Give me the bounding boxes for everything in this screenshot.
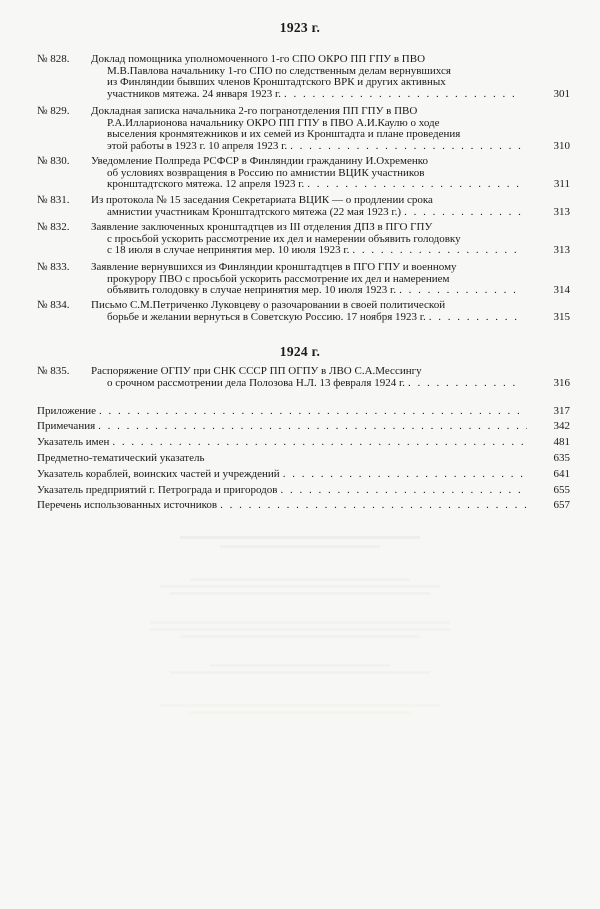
leader-dots — [284, 89, 521, 101]
leader-dots — [280, 484, 527, 496]
entry-number: № 833. — [37, 261, 70, 273]
leader-dots — [220, 499, 527, 511]
appendix-page-number: 342 — [553, 420, 570, 432]
entry-title: Докладная записка начальника 2-го погранотделения ПП ГПУ в ПВО Р.А.Илларионова начальнику ОКРО ПП ГПУ в ПВО А.И.Каулю о ходе выселения кронмятежников и их семей из Кронштадта и плане проведения этой работы в 1923 г. 10 апреля 1923 г. . . . — [91, 106, 521, 152]
appendix-entry: Перечень использованных источников . . . 657 — [37, 499, 570, 511]
leader-dots — [399, 285, 521, 297]
leader-dots — [352, 245, 521, 257]
appendix-page-number: 635 — [553, 452, 570, 464]
leader-dots — [98, 420, 527, 432]
leader-dots — [290, 141, 521, 153]
entry-number: № 828. — [37, 53, 70, 65]
appendix-entry: Указатель предприятий г. Петрограда и пригородов . . . 655 — [37, 484, 570, 496]
appendix-page-number: 657 — [553, 499, 570, 511]
entry-title: Уведомление Полпреда РСФСР в Финляндии гражданину И.Охременко об условиях возвращения в Россию по амнистии ВЦИК участников кронштадтского мятежа. 12 апреля 1923 г. . . . — [91, 156, 521, 191]
appendix-entry: Примечания . . . 342 — [37, 420, 570, 432]
entry-page-number: 310 — [553, 139, 570, 152]
section-heading-1923: 1923 г. — [279, 20, 321, 35]
entry-title: Из протокола № 15 заседания Секретариата ВЦИК — о продлении срока амнистии участникам Кронштадтского мятежа (22 мая 1923 г.) . . . — [91, 195, 521, 218]
appendix-entry: Приложение . . . 317 — [37, 405, 570, 417]
entry-page-number: 315 — [553, 310, 570, 323]
leader-dots — [112, 436, 527, 448]
appendix-page-number: 641 — [553, 468, 570, 480]
entry-page-number: 313 — [553, 205, 570, 218]
appendix-page-number: 655 — [553, 484, 570, 496]
appendix-entry: Предметно-тематический указатель 635 — [37, 452, 570, 464]
appendix-page-number: 481 — [553, 436, 570, 448]
entry-number: № 829. — [37, 105, 70, 117]
leader-dots — [283, 468, 527, 480]
appendix-entry: Указатель имен . . . 481 — [37, 436, 570, 448]
entry-title: Письмо С.М.Петриченко Луковцеву о разочаровании в своей политической борьбе и желании вернуться в Советскую Россию. 17 ноября 1923 г. . . . — [91, 300, 521, 323]
leader-dots — [429, 312, 521, 324]
entry-number: № 831. — [37, 194, 70, 206]
leader-dots — [404, 207, 521, 219]
entry-number: № 830. — [37, 155, 70, 167]
leader-dots — [307, 179, 521, 191]
entry-page-number: 311 — [553, 178, 570, 190]
leader-dots — [99, 405, 527, 417]
entry-number: № 835. — [37, 365, 70, 377]
entry-page-number: 313 — [553, 244, 570, 256]
section-heading-1924: 1924 г. — [279, 344, 321, 359]
bleed-through-text — [150, 520, 450, 840]
entry-title: Заявление заключенных кронштадтцев из III отделения ДПЗ в ПГО ГПУ с просьбой ускорить рассмотрение их дел и намерении объявить голодовку с 18 июля в случае непринятия мер. 10 июля 1923 г. . . . — [91, 222, 521, 257]
entry-page-number: 301 — [553, 87, 570, 100]
appendix-page-number: 317 — [553, 405, 570, 417]
entry-number: № 832. — [37, 221, 70, 233]
appendix-entry: Указатель кораблей, воинских частей и учреждений . . . 641 — [37, 468, 570, 480]
entry-page-number: 316 — [553, 376, 570, 389]
entry-title: Распоряжение ОГПУ при СНК СССР ПП ОГПУ в ЛВО С.А.Мессингу о срочном рассмотрении дела Полозова Н.Л. 13 февраля 1924 г. . . . — [91, 366, 521, 389]
entry-number: № 834. — [37, 299, 70, 311]
entry-title: Доклад помощника уполномоченного 1-го СПО ОКРО ПП ГПУ в ПВО М.В.Павлова начальнику 1-го СПО по следственным делам вернувшихся из Финляндии бывших членов Кронштадтского ВРК и других активных участников мятежа. 24 января 1923 г. . . . — [91, 54, 521, 100]
entry-title: Заявление вернувшихся из Финляндии кронштадтцев в ПГО ГПУ и военному прокурору ПВО с просьбой ускорить рассмотрение их дел и намерением объявить голодовку в случае непринятия мер. 10 июля 1923 г. . . . — [91, 262, 521, 297]
entry-page-number: 314 — [553, 284, 570, 296]
leader-dots — [408, 378, 521, 390]
